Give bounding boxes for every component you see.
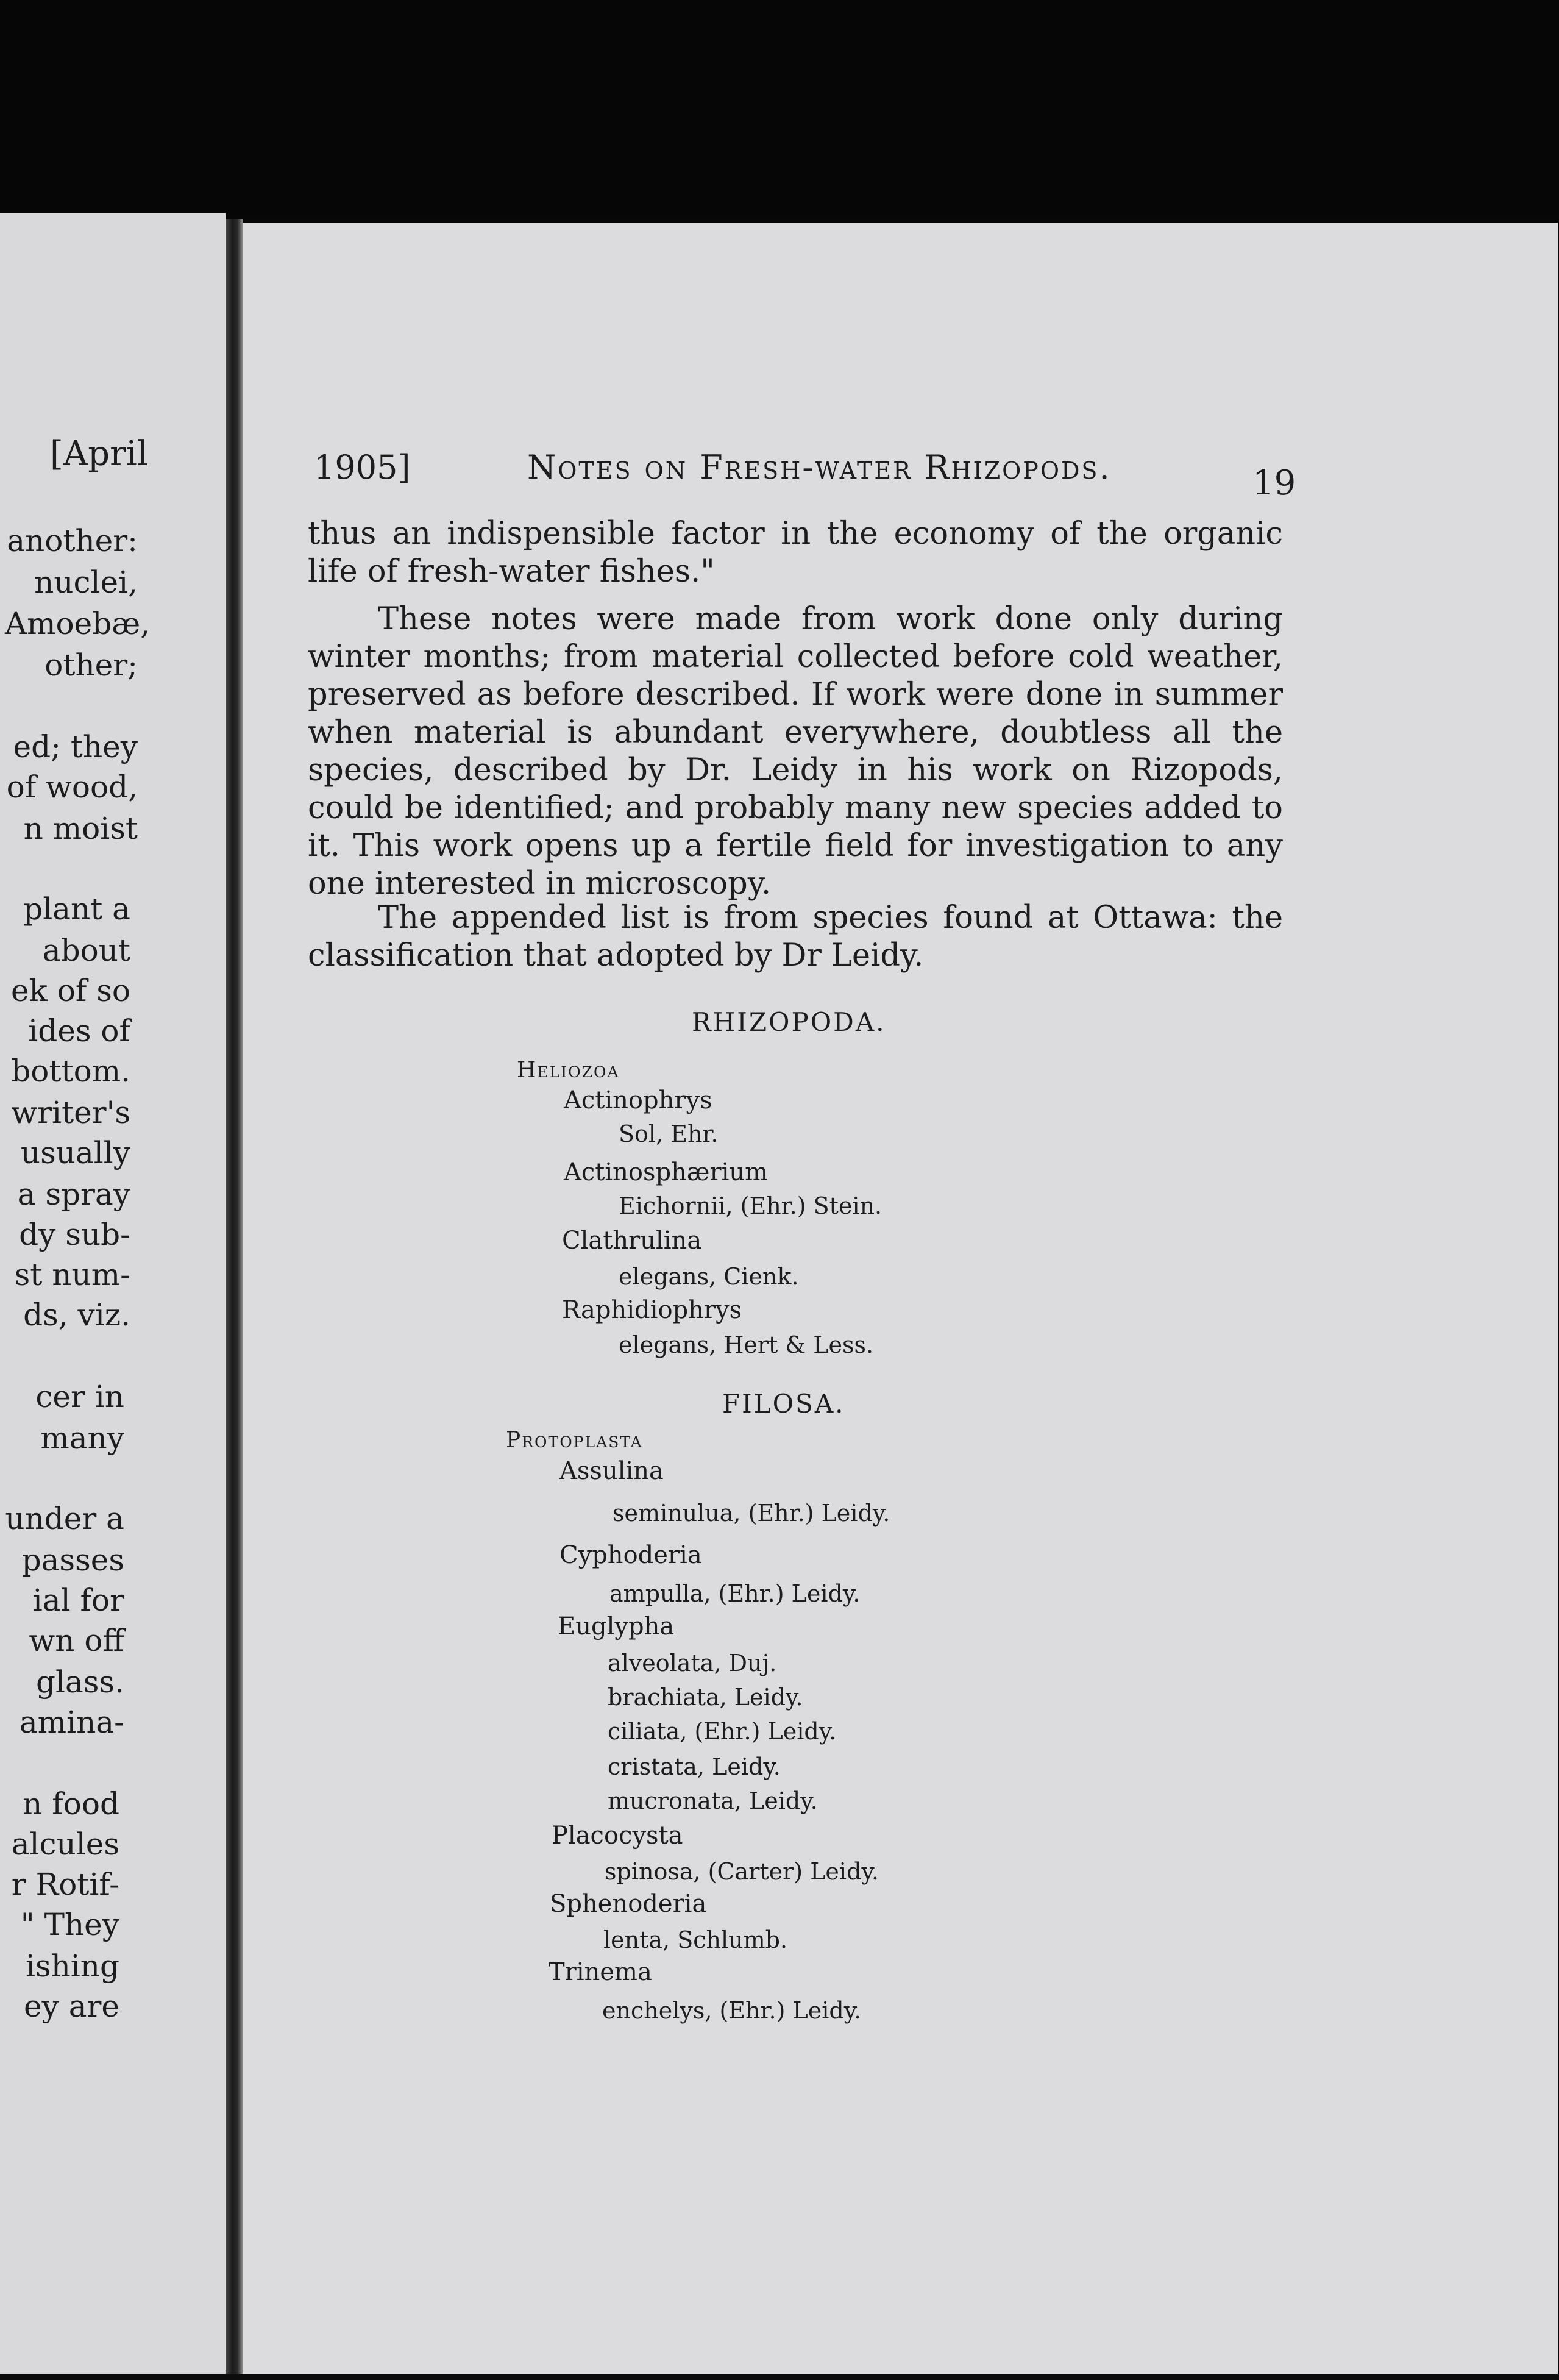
species-entry: enchelys, (Ehr.) Leidy. bbox=[602, 1997, 862, 2024]
class-heading-filosa: FILOSA. bbox=[722, 1389, 845, 1419]
facing-line-fragment: ek of so bbox=[10, 973, 130, 1008]
genus-name: Actinosphærium bbox=[564, 1158, 769, 1186]
facing-line-fragment: of wood, bbox=[6, 769, 138, 805]
genus-name: Cyphoderia bbox=[559, 1541, 702, 1569]
genus-name: Actinophrys bbox=[564, 1086, 712, 1114]
facing-line-fragment: n moist bbox=[23, 811, 138, 846]
species-entry: cristata, Leidy. bbox=[608, 1753, 781, 1780]
class-heading-rhizopoda: RHIZOPODA. bbox=[692, 1007, 886, 1037]
species-entry: seminulua, (Ehr.) Leidy. bbox=[613, 1500, 890, 1527]
facing-line-fragment: ed; they bbox=[13, 729, 138, 764]
facing-line-fragment: alcules bbox=[11, 1826, 119, 1862]
facing-line-fragment: plant a bbox=[23, 891, 130, 927]
facing-line-fragment: ey are bbox=[23, 1989, 119, 2024]
facing-line-fragment: usually bbox=[20, 1135, 130, 1170]
running-head-year: 1905] bbox=[314, 448, 411, 486]
facing-line-fragment: nuclei, bbox=[34, 565, 138, 600]
group-heading-heliozoa: Heliozoa bbox=[517, 1058, 620, 1083]
page-number: 19 bbox=[1252, 463, 1296, 503]
facing-line-fragment: another: bbox=[7, 523, 138, 558]
facing-line-fragment: many bbox=[40, 1420, 124, 1456]
genus-name: Assulina bbox=[559, 1457, 664, 1485]
facing-line-fragment: ishing bbox=[25, 1948, 119, 1984]
facing-line-fragment: cer in bbox=[35, 1379, 124, 1414]
scan-background-bottom bbox=[0, 2374, 1559, 2380]
facing-line-fragment: glass. bbox=[35, 1664, 124, 1700]
genus-name: Placocysta bbox=[552, 1822, 683, 1850]
running-head-title: Notes on Fresh-water Rhizopods. bbox=[527, 448, 1112, 486]
facing-line-fragment: n food bbox=[23, 1786, 119, 1822]
species-entry: Eichornii, (Ehr.) Stein. bbox=[619, 1192, 882, 1219]
species-entry: elegans, Cienk. bbox=[619, 1263, 799, 1290]
book-gutter bbox=[226, 219, 243, 2380]
species-entry: alveolata, Duj. bbox=[608, 1650, 777, 1676]
group-heading-protoplasta: Protoplasta bbox=[506, 1428, 643, 1453]
species-entry: brachiata, Leidy. bbox=[608, 1684, 803, 1711]
facing-line-fragment: ial for bbox=[32, 1583, 124, 1618]
facing-line-fragment: r Rotif- bbox=[11, 1867, 119, 1902]
species-entry: elegans, Hert & Less. bbox=[619, 1331, 874, 1358]
genus-name: Raphidiophrys bbox=[562, 1296, 742, 1324]
genus-name: Sphenoderia bbox=[550, 1890, 707, 1918]
facing-line-fragment: ds, viz. bbox=[23, 1297, 130, 1333]
facing-line-fragment: ides of bbox=[28, 1013, 130, 1049]
scan-background-top bbox=[0, 0, 1559, 213]
facing-line-fragment: writer's bbox=[11, 1095, 130, 1130]
facing-page-running-head: [April bbox=[50, 434, 148, 474]
facing-line-fragment: passes bbox=[21, 1542, 124, 1578]
species-entry: ampulla, (Ehr.) Leidy. bbox=[609, 1580, 861, 1607]
paragraph-quote-end: thus an indispensible factor in the economy of the organic life of fresh-water fishes." bbox=[308, 516, 1283, 590]
paragraph-list-intro: The appended list is from species found at Ottawa: the classification that adopted by Dr Leidy. bbox=[308, 900, 1283, 974]
facing-line-fragment: under a bbox=[5, 1501, 124, 1536]
genus-name: Clathrulina bbox=[562, 1227, 702, 1255]
species-entry: Sol, Ehr. bbox=[619, 1121, 719, 1147]
facing-line-fragment: amina- bbox=[19, 1705, 124, 1740]
facing-line-fragment: " They bbox=[20, 1907, 119, 1942]
paragraph-notes: These notes were made from work done only during winter months; from material collected before cold weather, preserved as before described. If work were done in summer when material is abundant everywhere, doubtless all the species, described by Dr. Leidy in his work on Rizopods, could be identified; and probably many new species added to it. This work opens up a fertile field for investigation to any one interested in microscopy. bbox=[308, 601, 1283, 902]
genus-name: Euglypha bbox=[558, 1612, 675, 1641]
species-entry: lenta, Schlumb. bbox=[603, 1926, 788, 1953]
species-entry: mucronata, Leidy. bbox=[608, 1787, 818, 1814]
species-entry: ciliata, (Ehr.) Leidy. bbox=[608, 1718, 837, 1745]
facing-line-fragment: a spray bbox=[17, 1177, 130, 1212]
genus-name: Trinema bbox=[549, 1958, 652, 1986]
facing-line-fragment: about bbox=[42, 933, 130, 968]
facing-line-fragment: dy sub- bbox=[19, 1217, 130, 1252]
facing-line-fragment: Amoebæ, bbox=[5, 606, 151, 641]
facing-line-fragment: bottom. bbox=[11, 1053, 130, 1089]
facing-line-fragment: st num- bbox=[14, 1257, 130, 1292]
facing-line-fragment: wn off bbox=[29, 1623, 124, 1658]
facing-line-fragment: other; bbox=[44, 647, 138, 683]
species-entry: spinosa, (Carter) Leidy. bbox=[605, 1858, 879, 1885]
